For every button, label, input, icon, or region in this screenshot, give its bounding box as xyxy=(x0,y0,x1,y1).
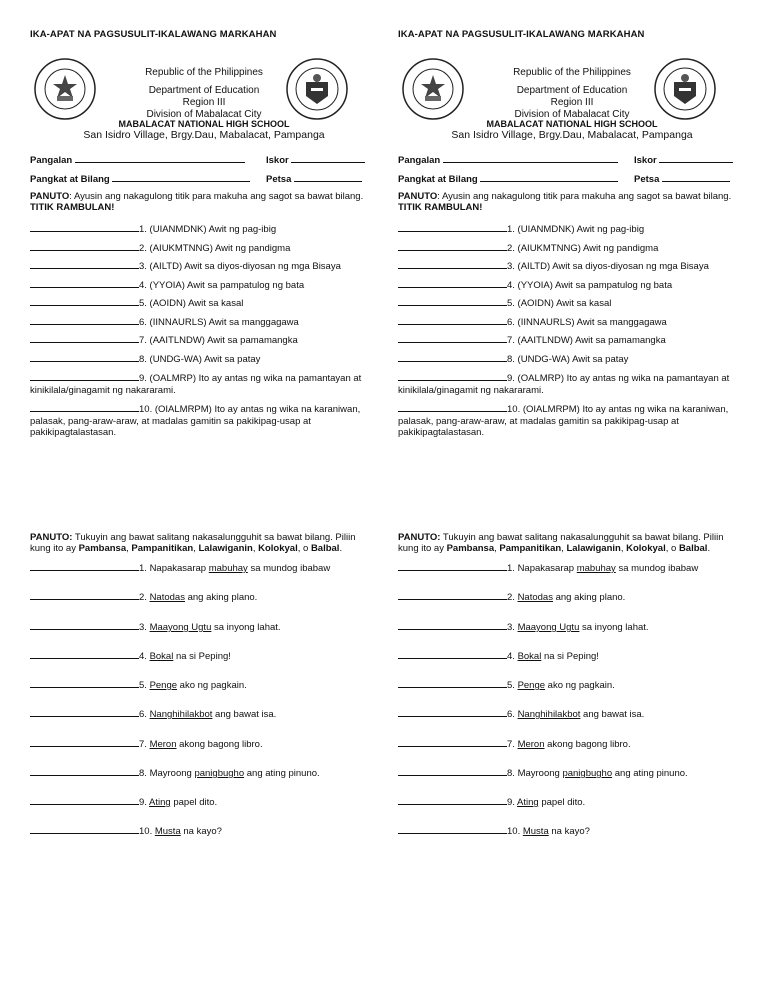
underlined-word: panigbugho xyxy=(194,768,245,779)
quiz-title: IKA-APAT NA PAGSUSULIT-IKALAWANG MARKAHAN xyxy=(398,29,645,40)
underlined-word: Bokal xyxy=(517,651,542,662)
answer-blank[interactable] xyxy=(398,620,507,630)
underlined-word: Natodas xyxy=(149,592,185,603)
answer-blank[interactable] xyxy=(30,222,139,232)
underlined-word: Penge xyxy=(149,680,178,691)
answer-blank[interactable] xyxy=(30,561,139,571)
date-label: Petsa xyxy=(634,174,660,185)
part2-item-7: 7. Meron akong bagong libro. xyxy=(398,737,743,751)
answer-blank[interactable] xyxy=(398,590,507,600)
division-line: Division of Mabalacat City xyxy=(514,109,630,120)
answer-blank[interactable] xyxy=(30,766,139,776)
division-line: Division of Mabalacat City xyxy=(146,109,262,120)
part2-item-7: 7. Meron akong bagong libro. xyxy=(30,737,375,751)
part1-item-7: 7. (AAITLNDW) Awit sa pamamangka xyxy=(398,333,743,347)
answer-blank[interactable] xyxy=(398,352,507,362)
answer-blank[interactable] xyxy=(30,649,139,659)
part2-instructions: PANUTO: Tukuyin ang bawat salitang nakasalungguhit sa bawat bilang. Piliin kung ito ay Pambansa, Pampanitikan, Lalawiganin, Kolokyal, o Balbal. xyxy=(30,532,356,554)
answer-blank[interactable] xyxy=(398,707,507,717)
department-line: Department of Education xyxy=(516,85,628,96)
republic-line: Republic of the Philippines xyxy=(145,67,263,78)
answer-blank[interactable] xyxy=(398,824,507,834)
part1-item-4: 4. (YYOIA) Awit sa pampatulog ng bata xyxy=(30,278,375,292)
date-blank[interactable] xyxy=(294,172,362,182)
part1-item-2: 2. (AIUKMTNNG) Awit ng pandigma xyxy=(398,241,743,255)
name-label: Pangalan xyxy=(30,155,73,166)
part1-item-10: 10. (OIALMRPM) Ito ay antas ng wika na karaniwan, palasak, pang-araw-araw, at madalas gamitin sa pakikipag-usap at pakikipagtalastasan. xyxy=(30,404,361,438)
name-blank[interactable] xyxy=(443,153,618,163)
underlined-word: Nanghihilakbot xyxy=(517,709,581,720)
part2-item-1: 1. Napakasarap mabuhay sa mundog ibabaw xyxy=(30,561,375,575)
quiz-title: IKA-APAT NA PAGSUSULIT-IKALAWANG MARKAHAN xyxy=(30,29,277,40)
underlined-word: Ating xyxy=(149,797,171,808)
underlined-word: Musta xyxy=(154,826,181,837)
answer-blank[interactable] xyxy=(398,649,507,659)
answer-blank[interactable] xyxy=(30,278,139,288)
underlined-word: Bokal xyxy=(149,651,174,662)
answer-blank[interactable] xyxy=(398,259,507,269)
part1-instructions: PANUTO: Ayusin ang nakagulong titik para makuha ang sagot sa bawat bilang. TITIK RAMBULAN! xyxy=(398,191,732,213)
name-label: Pangalan xyxy=(398,155,441,166)
school-address: San Isidro Village, Brgy.Dau, Mabalacat, Pampanga xyxy=(451,129,693,141)
score-blank[interactable] xyxy=(659,153,733,163)
name-score-row xyxy=(30,153,378,166)
school-name: MABALACAT NATIONAL HIGH SCHOOL xyxy=(118,119,290,129)
part1-instructions: PANUTO: Ayusin ang nakagulong titik para makuha ang sagot sa bawat bilang. TITIK RAMBULAN! xyxy=(30,191,364,213)
answer-blank[interactable] xyxy=(30,620,139,630)
part1-item-9: 9. (OALMRP) Ito ay antas ng wika na pamantayan at kinikilala/ginagamit ng nakararami. xyxy=(398,373,730,396)
part2-item-4: 4. Bokal na si Peping! xyxy=(398,649,743,663)
part1-item-8: 8. (UNDG-WA) Awit sa patay xyxy=(30,352,375,366)
part1-item-7: 7. (AAITLNDW) Awit sa pamamangka xyxy=(30,333,375,347)
answer-blank[interactable] xyxy=(30,333,139,343)
section-blank[interactable] xyxy=(112,172,250,182)
underlined-word: Maayong Ugtu xyxy=(517,622,580,633)
underlined-word: Meron xyxy=(517,739,545,750)
part2-item-4: 4. Bokal na si Peping! xyxy=(30,649,375,663)
answer-blank[interactable] xyxy=(398,333,507,343)
section-blank[interactable] xyxy=(480,172,618,182)
department-line: Department of Education xyxy=(148,85,260,96)
part1-item-3: 3. (AILTD) Awit sa diyos-diyosan ng mga Bisaya xyxy=(398,259,743,273)
underlined-word: Penge xyxy=(517,680,546,691)
part1-item-9: 9. (OALMRP) Ito ay antas ng wika na pamantayan at kinikilala/ginagamit ng nakararami. xyxy=(30,373,362,396)
part2-item-5: 5. Penge ako ng pagkain. xyxy=(398,678,743,692)
score-blank[interactable] xyxy=(291,153,365,163)
answer-blank[interactable] xyxy=(398,278,507,288)
part1-item-1: 1. (UIANMDNK) Awit ng pag-ibig xyxy=(30,222,375,236)
answer-blank[interactable] xyxy=(398,241,507,251)
section-label: Pangkat at Bilang xyxy=(30,174,110,185)
part2-item-2: 2. Natodas ang aking plano. xyxy=(398,590,743,604)
part1-item-10: 10. (OIALMRPM) Ito ay antas ng wika na karaniwan, palasak, pang-araw-araw, at madalas gamitin sa pakikipag-usap at pakikipagtalastasan. xyxy=(398,404,729,438)
part2-instructions: PANUTO: Tukuyin ang bawat salitang nakasalungguhit sa bawat bilang. Piliin kung ito ay Pambansa, Pampanitikan, Lalawiganin, Kolokyal, o Balbal. xyxy=(398,532,724,554)
answer-blank[interactable] xyxy=(30,824,139,834)
part1-item-5: 5. (AOIDN) Awit sa kasal xyxy=(398,296,743,310)
answer-blank[interactable] xyxy=(398,402,507,412)
answer-blank[interactable] xyxy=(398,222,507,232)
answer-blank[interactable] xyxy=(30,795,139,805)
part2-item-9: 9. Ating papel dito. xyxy=(398,795,743,809)
answer-blank[interactable] xyxy=(30,737,139,747)
answer-blank[interactable] xyxy=(30,590,139,600)
name-score-row xyxy=(398,153,746,166)
underlined-word: Meron xyxy=(149,739,177,750)
answer-blank[interactable] xyxy=(398,371,507,381)
underlined-word: Natodas xyxy=(517,592,553,603)
school-name: MABALACAT NATIONAL HIGH SCHOOL xyxy=(486,119,658,129)
answer-blank[interactable] xyxy=(30,402,139,412)
section-date-row xyxy=(30,172,378,185)
answer-blank[interactable] xyxy=(398,315,507,325)
answer-blank[interactable] xyxy=(30,707,139,717)
part2-item-3: 3. Maayong Ugtu sa inyong lahat. xyxy=(30,620,375,634)
part1-item-6: 6. (IINNAURLS) Awit sa manggagawa xyxy=(30,315,375,329)
region-line: Region III xyxy=(182,97,226,108)
part2-item-5: 5. Penge ako ng pagkain. xyxy=(30,678,375,692)
part1-item-8: 8. (UNDG-WA) Awit sa patay xyxy=(398,352,743,366)
part1-item-3: 3. (AILTD) Awit sa diyos-diyosan ng mga Bisaya xyxy=(30,259,375,273)
part2-item-6: 6. Nanghihilakbot ang bawat isa. xyxy=(398,707,743,721)
date-label: Petsa xyxy=(266,174,292,185)
underlined-word: panigbugho xyxy=(562,768,613,779)
section-label: Pangkat at Bilang xyxy=(398,174,478,185)
answer-blank[interactable] xyxy=(30,678,139,688)
underlined-word: Maayong Ugtu xyxy=(149,622,212,633)
part2-item-10: 10. Musta na kayo? xyxy=(398,824,743,838)
quiz-sheet-left xyxy=(30,0,378,1006)
underlined-word: Musta xyxy=(522,826,549,837)
part1-item-4: 4. (YYOIA) Awit sa pampatulog ng bata xyxy=(398,278,743,292)
part2-item-1: 1. Napakasarap mabuhay sa mundog ibabaw xyxy=(398,561,743,575)
answer-blank[interactable] xyxy=(398,766,507,776)
part1-item-6: 6. (IINNAURLS) Awit sa manggagawa xyxy=(398,315,743,329)
answer-blank[interactable] xyxy=(398,737,507,747)
part2-item-2: 2. Natodas ang aking plano. xyxy=(30,590,375,604)
underlined-word: mabuhay xyxy=(576,563,616,574)
answer-blank[interactable] xyxy=(398,561,507,571)
name-blank[interactable] xyxy=(75,153,245,163)
answer-blank[interactable] xyxy=(30,241,139,251)
answer-blank[interactable] xyxy=(398,795,507,805)
section-date-row xyxy=(398,172,746,185)
answer-blank[interactable] xyxy=(30,259,139,269)
part2-item-6: 6. Nanghihilakbot ang bawat isa. xyxy=(30,707,375,721)
part1-item-2: 2. (AIUKMTNNG) Awit ng pandigma xyxy=(30,241,375,255)
part2-item-9: 9. Ating papel dito. xyxy=(30,795,375,809)
answer-blank[interactable] xyxy=(30,352,139,362)
part1-item-5: 5. (AOIDN) Awit sa kasal xyxy=(30,296,375,310)
part2-item-10: 10. Musta na kayo? xyxy=(30,824,375,838)
date-blank[interactable] xyxy=(662,172,730,182)
underlined-word: Ating xyxy=(517,797,539,808)
answer-blank[interactable] xyxy=(30,296,139,306)
part2-item-3: 3. Maayong Ugtu sa inyong lahat. xyxy=(398,620,743,634)
answer-blank[interactable] xyxy=(398,678,507,688)
part2-item-8: 8. Mayroong panigbugho ang ating pinuno. xyxy=(398,766,743,780)
answer-blank[interactable] xyxy=(30,315,139,325)
school-address: San Isidro Village, Brgy.Dau, Mabalacat, Pampanga xyxy=(83,129,325,141)
underlined-word: mabuhay xyxy=(208,563,248,574)
part1-item-1: 1. (UIANMDNK) Awit ng pag-ibig xyxy=(398,222,743,236)
underlined-word: Nanghihilakbot xyxy=(149,709,213,720)
part2-item-8: 8. Mayroong panigbugho ang ating pinuno. xyxy=(30,766,375,780)
region-line: Region III xyxy=(550,97,594,108)
answer-blank[interactable] xyxy=(30,371,139,381)
quiz-sheet-right xyxy=(398,0,746,1006)
score-label: Iskor xyxy=(266,155,289,166)
answer-blank[interactable] xyxy=(398,296,507,306)
score-label: Iskor xyxy=(634,155,657,166)
republic-line: Republic of the Philippines xyxy=(513,67,631,78)
